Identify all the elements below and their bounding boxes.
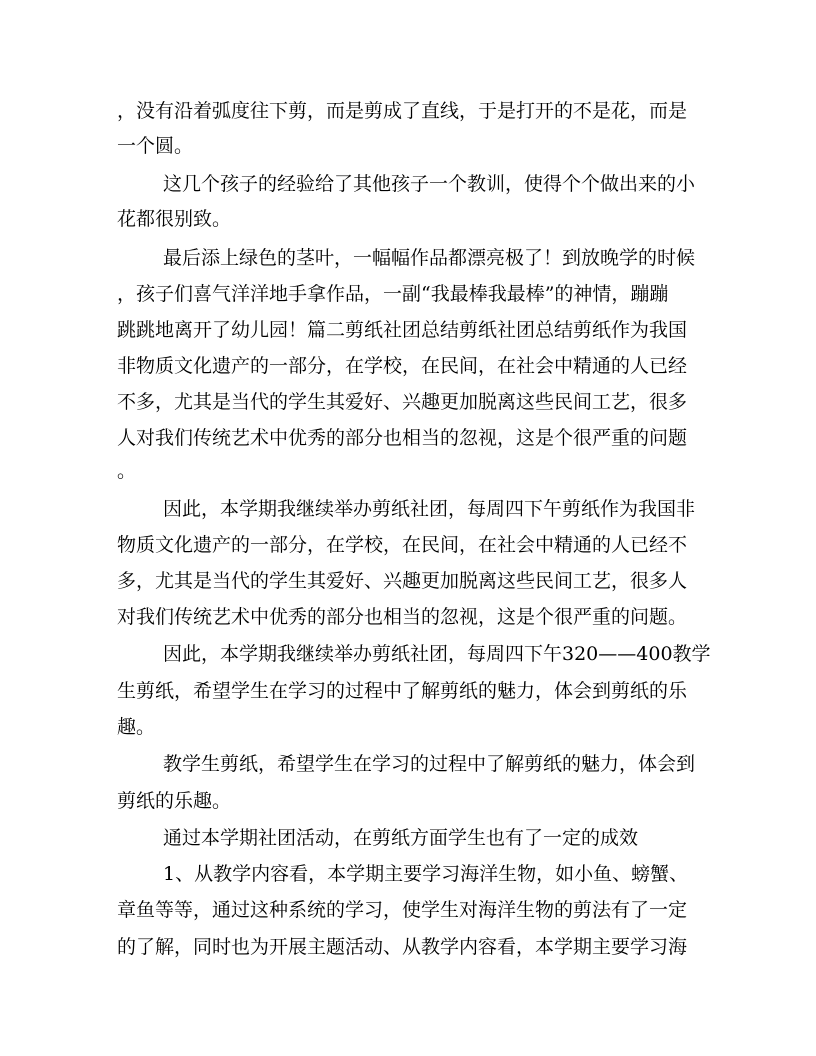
text-line: 最后添上绿色的茎叶，一幅幅作品都漂亮极了！到放晚学的时候 <box>163 247 696 269</box>
text-line: 不多，尤其是当代的学生其爱好、兴趣更加脱离这些民间工艺，很多 <box>117 391 688 413</box>
text-line: 章鱼等等，通过这种系统的学习，使学生对海洋生物的剪法有了一定 <box>117 899 688 921</box>
text-line: 的了解，同时也为开展主题活动、从教学内容看，本学期主要学习海 <box>117 936 688 958</box>
text-line: 因此，本学期我继续举办剪纸社团，每周四下午剪纸作为我国非 <box>163 498 696 520</box>
text-line: 教学生剪纸，希望学生在学习的过程中了解剪纸的魅力，体会到 <box>163 753 696 775</box>
text-line: 花都很别致。 <box>117 208 232 230</box>
text-line: ，没有沿着弧度往下剪，而是剪成了直线，于是打开的不是花，而是 <box>117 100 688 122</box>
text-line: 因此，本学期我继续举办剪纸社团，每周四下午320——400教学 <box>163 643 711 665</box>
text-line: 。 <box>117 460 137 482</box>
text-line: 生剪纸，希望学生在学习的过程中了解剪纸的魅力，体会到剪纸的乐 <box>117 680 688 702</box>
text-line: 趣。 <box>117 716 156 738</box>
text-line: 非物质文化遗产的一部分，在学校，在民间，在社会中精通的人已经 <box>117 355 688 377</box>
text-line: 对我们传统艺术中优秀的部分也相当的忽视，这是个很严重的问题。 <box>117 606 688 628</box>
text-line: 人对我们传统艺术中优秀的部分也相当的忽视，这是个很严重的问题 <box>117 427 688 449</box>
text-line: 通过本学期社团活动，在剪纸方面学生也有了一定的成效 <box>163 827 639 849</box>
text-line: 多，尤其是当代的学生其爱好、兴趣更加脱离这些民间工艺，很多人 <box>117 570 688 592</box>
text-line: ，孩子们喜气洋洋地手拿作品，一副“我最棒我最棒”的神情，蹦蹦 <box>117 283 669 305</box>
text-line: 物质文化遗产的一部分，在学校，在民间，在社会中精通的人已经不 <box>117 534 688 556</box>
text-line: 这几个孩子的经验给了其他孩子一个教训，使得个个做出来的小 <box>163 173 696 195</box>
text-line: 1、从教学内容看，本学期主要学习海洋生物，如小鱼、螃蟹、 <box>163 863 689 885</box>
text-line: 一个圆。 <box>117 135 194 157</box>
text-line: 剪纸的乐趣。 <box>117 790 232 812</box>
text-line: 跳跳地离开了幼儿园！篇二剪纸社团总结剪纸社团总结剪纸作为我国 <box>117 319 688 341</box>
